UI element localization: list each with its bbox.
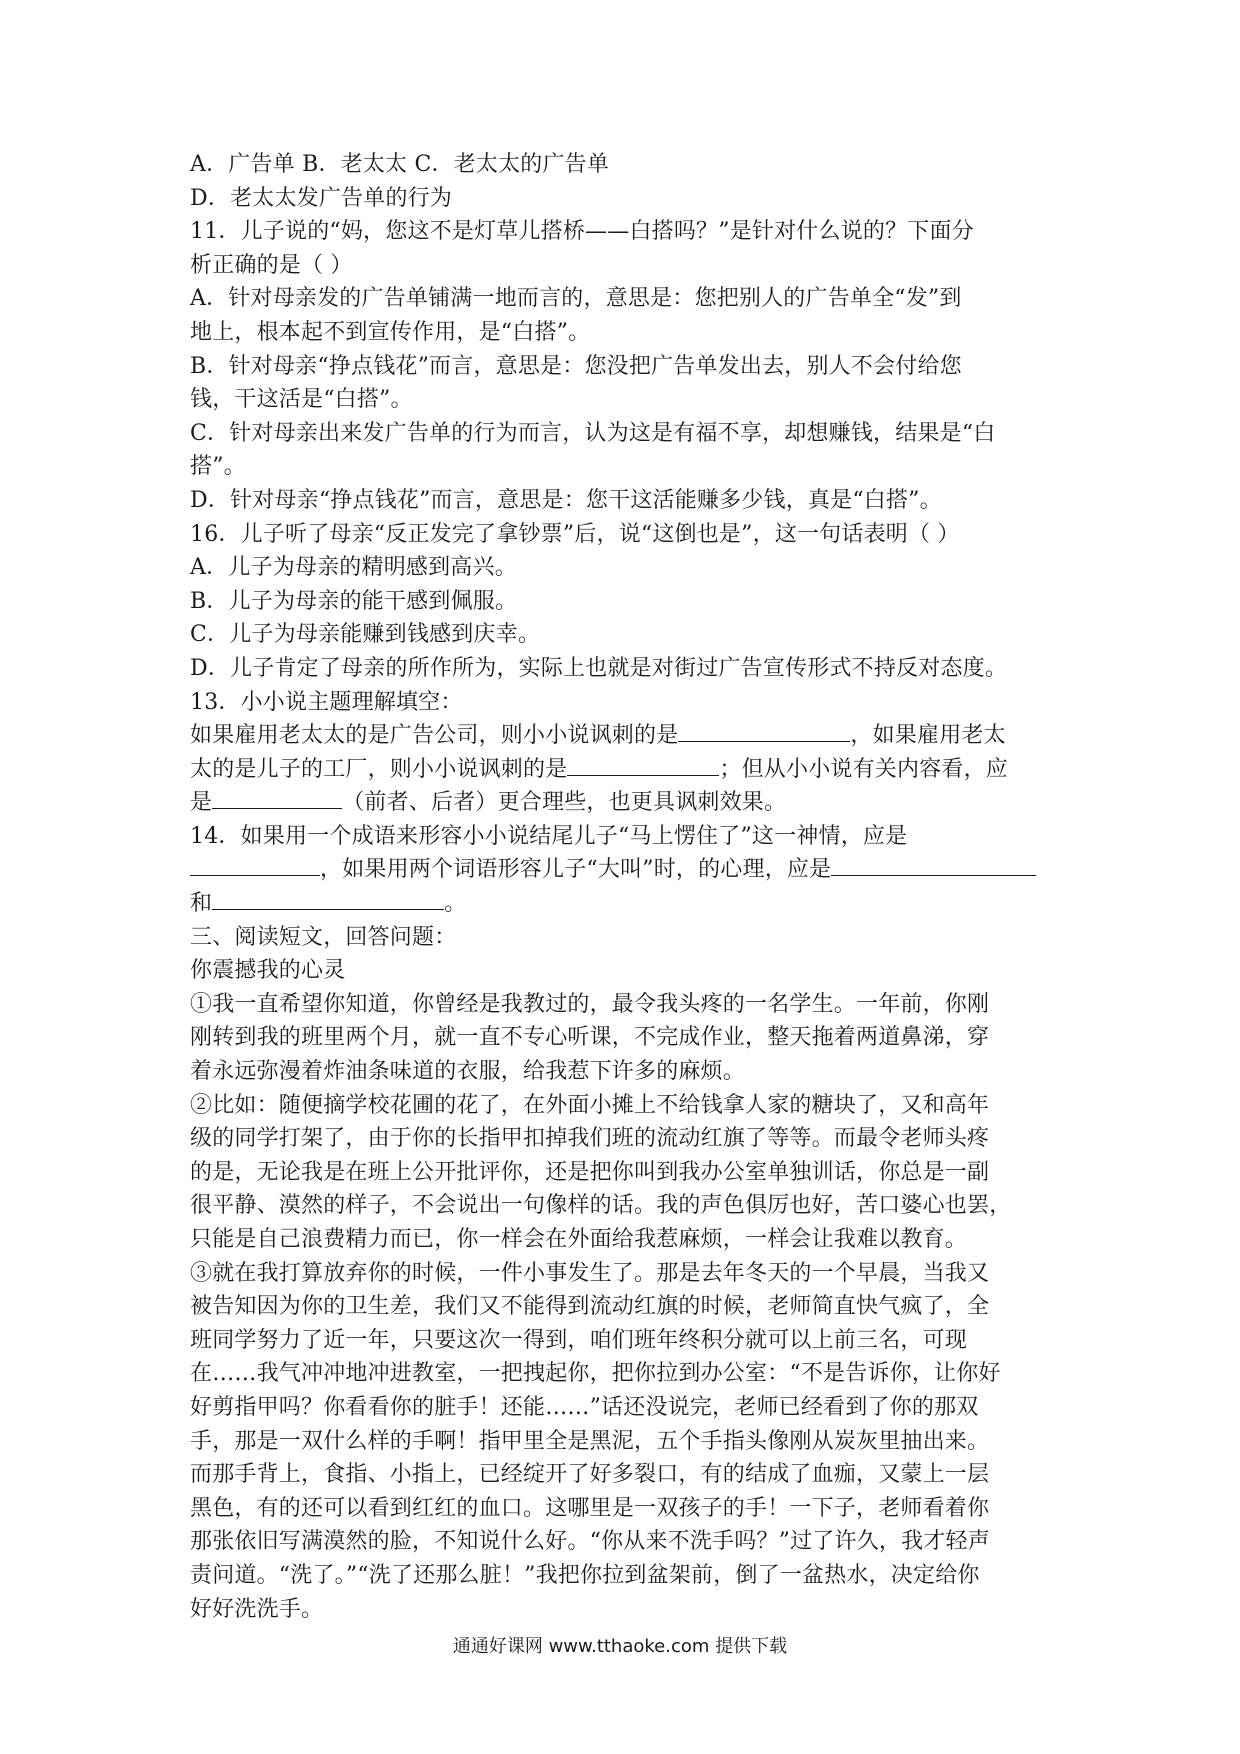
passage-title: 你震撼我的心灵 bbox=[190, 958, 346, 984]
question-13-line bbox=[190, 719, 1058, 753]
question-13-line bbox=[190, 753, 1058, 787]
option-line: A．儿子为母亲的精明感到高兴。 bbox=[190, 555, 517, 581]
page-footer: 通通好课网 www.tthaoke.com 提供下载 bbox=[452, 1636, 788, 1657]
question-16-line: 16．儿子听了母亲“反正发完了拿钞票”后，说“这倒也是”，这一句话表明（ ） bbox=[190, 521, 960, 547]
question-13-line bbox=[190, 786, 1058, 820]
option-line: 搭”。 bbox=[190, 454, 246, 480]
answer-blank[interactable] bbox=[831, 853, 1036, 876]
passage-line: ③就在我打算放弃你的时候，一件小事发生了。那是去年冬天的一个早晨，当我又 bbox=[190, 1260, 990, 1286]
question-13-text: 是 bbox=[190, 790, 213, 816]
passage-line: 的是，无论我是在班上公开批评你，还是把你叫到我办公室单独训话，你总是一副 bbox=[190, 1159, 990, 1185]
passage-line: 级的同学打架了，由于你的长指甲扣掉我们班的流动红旗了等等。而最令老师头疼 bbox=[190, 1126, 990, 1152]
passage-line: 责问道。“洗了。”“洗了还那么脏！”我把你拉到盆架前，倒了一盆热水，决定给你 bbox=[190, 1562, 980, 1588]
question-13-text: ；但从小小说有关内容看，应 bbox=[719, 756, 1009, 782]
passage-line: 在……我气冲冲地冲进教室，一把拽起你，把你拉到办公室：“不是告诉你，让你好 bbox=[190, 1361, 1001, 1387]
document-body bbox=[190, 148, 1058, 1626]
option-line: A．针对母亲发的广告单铺满一地而言的，意思是：您把别人的广告单全“发”到 bbox=[190, 286, 962, 312]
passage-line: 只能是自己浪费精力而已，你一样会在外面给我惹麻烦，一样会让我难以教育。 bbox=[190, 1227, 968, 1252]
option-line: 地上，根本起不到宣传作用，是“白搭”。 bbox=[190, 319, 591, 345]
option-line: C．针对母亲出来发广告单的行为而言，认为这是有福不享，却想赚钱，结果是“白 bbox=[190, 420, 996, 446]
question-14-line: 14．如果用一个成语来形容小小说结尾儿子“马上愣住了”这一神情，应是 bbox=[190, 823, 908, 849]
answer-blank[interactable] bbox=[190, 853, 320, 876]
option-line: 钱，干这活是“白搭”。 bbox=[190, 387, 413, 413]
passage-line: 刚转到我的班里两个月，就一直不专心听课，不完成作业，整天拖着两道鼻涕，穿 bbox=[190, 1025, 990, 1051]
passage-line: ②比如：随便摘学校花圃的花了，在外面小摊上不给钱拿人家的糖块了，又和高年 bbox=[190, 1092, 990, 1118]
passage-line: 被告知因为你的卫生差，我们又不能得到流动红旗的时候，老师简直快气疯了，全 bbox=[190, 1294, 990, 1320]
passage-line: 着永远弥漫着炸油条味道的衣服，给我惹下许多的麻烦。 bbox=[190, 1059, 746, 1085]
option-line: C．儿子为母亲能赚到钱感到庆幸。 bbox=[190, 622, 541, 648]
question-14-line bbox=[190, 853, 1058, 887]
question-14-text: 和 bbox=[190, 891, 213, 917]
answer-blank[interactable] bbox=[567, 753, 719, 776]
question-13-heading: 13．小小说主题理解填空： bbox=[190, 689, 463, 715]
question-13-text: ，如果雇用老太 bbox=[850, 723, 1006, 749]
passage-line: 那张依旧写满漠然的脸，不知说什么好。“你从来不洗手吗？”过了许久，我才轻声 bbox=[190, 1529, 990, 1555]
answer-blank[interactable] bbox=[678, 719, 850, 742]
passage-line: 好剪指甲吗？你看看你的脏手！还能……”话还没说完，老师已经看到了你的那双 bbox=[190, 1394, 979, 1420]
passage-line: 很平静、漠然的样子，不会说出一句像样的话。我的声色俱厉也好，苦口婆心也罢， bbox=[190, 1193, 1012, 1219]
section-heading: 三、阅读短文，回答问题： bbox=[190, 924, 457, 950]
option-line: D．老太太发广告单的行为 bbox=[190, 185, 453, 211]
question-13-text: 如果雇用老太太的是广告公司，则小小说讽刺的是 bbox=[190, 723, 679, 749]
option-line: B．儿子为母亲的能干感到佩服。 bbox=[190, 588, 518, 614]
answer-blank[interactable] bbox=[212, 887, 444, 910]
passage-line: ①我一直希望你知道，你曾经是我教过的，最令我头疼的一名学生。一年前，你刚 bbox=[190, 991, 990, 1017]
question-11-line: 11．儿子说的“妈，您这不是灯草儿搭桥——白搭吗？”是针对什么说的？下面分 bbox=[190, 219, 974, 245]
option-line: D．针对母亲“挣点钱花”而言，意思是：您干这活能赚多少钱，真是“白搭”。 bbox=[190, 487, 942, 513]
passage-line: 好好洗洗手。 bbox=[190, 1596, 324, 1622]
option-line: A．广告单 B．老太太 C．老太太的广告单 bbox=[190, 152, 610, 177]
passage-line: 班同学努力了近一年，只要这次一得到，咱们班年终积分就可以上前三名，可现 bbox=[190, 1327, 968, 1353]
question-14-text: 。 bbox=[444, 891, 467, 917]
question-13-text: 太的是儿子的工厂，则小小说讽刺的是 bbox=[190, 756, 568, 782]
passage-line: 黑色，有的还可以看到红红的血口。这哪里是一双孩子的手！一下子，老师看着你 bbox=[190, 1495, 990, 1521]
option-line: D．儿子肯定了母亲的所作所为，实际上也就是对街过广告宣传形式不持反对态度。 bbox=[190, 655, 1008, 681]
answer-blank[interactable] bbox=[212, 786, 342, 809]
option-line: B．针对母亲“挣点钱花”而言，意思是：您没把广告单发出去，别人不会付给您 bbox=[190, 353, 962, 379]
question-14-line bbox=[190, 887, 1058, 921]
question-14-text: ，如果用两个词语形容儿子“大叫”时，的心理，应是 bbox=[320, 857, 832, 883]
passage-line: 而那手背上，食指、小指上，已经绽开了好多裂口，有的结成了血痂，又蒙上一层 bbox=[190, 1462, 990, 1488]
passage-line: 手，那是一双什么样的手啊！指甲里全是黑泥，五个手指头像刚从炭灰里抽出来。 bbox=[190, 1428, 990, 1454]
question-13-text: （前者、后者）更合理些，也更具讽刺效果。 bbox=[342, 790, 787, 816]
question-11-line: 析正确的是（ ） bbox=[190, 252, 353, 278]
